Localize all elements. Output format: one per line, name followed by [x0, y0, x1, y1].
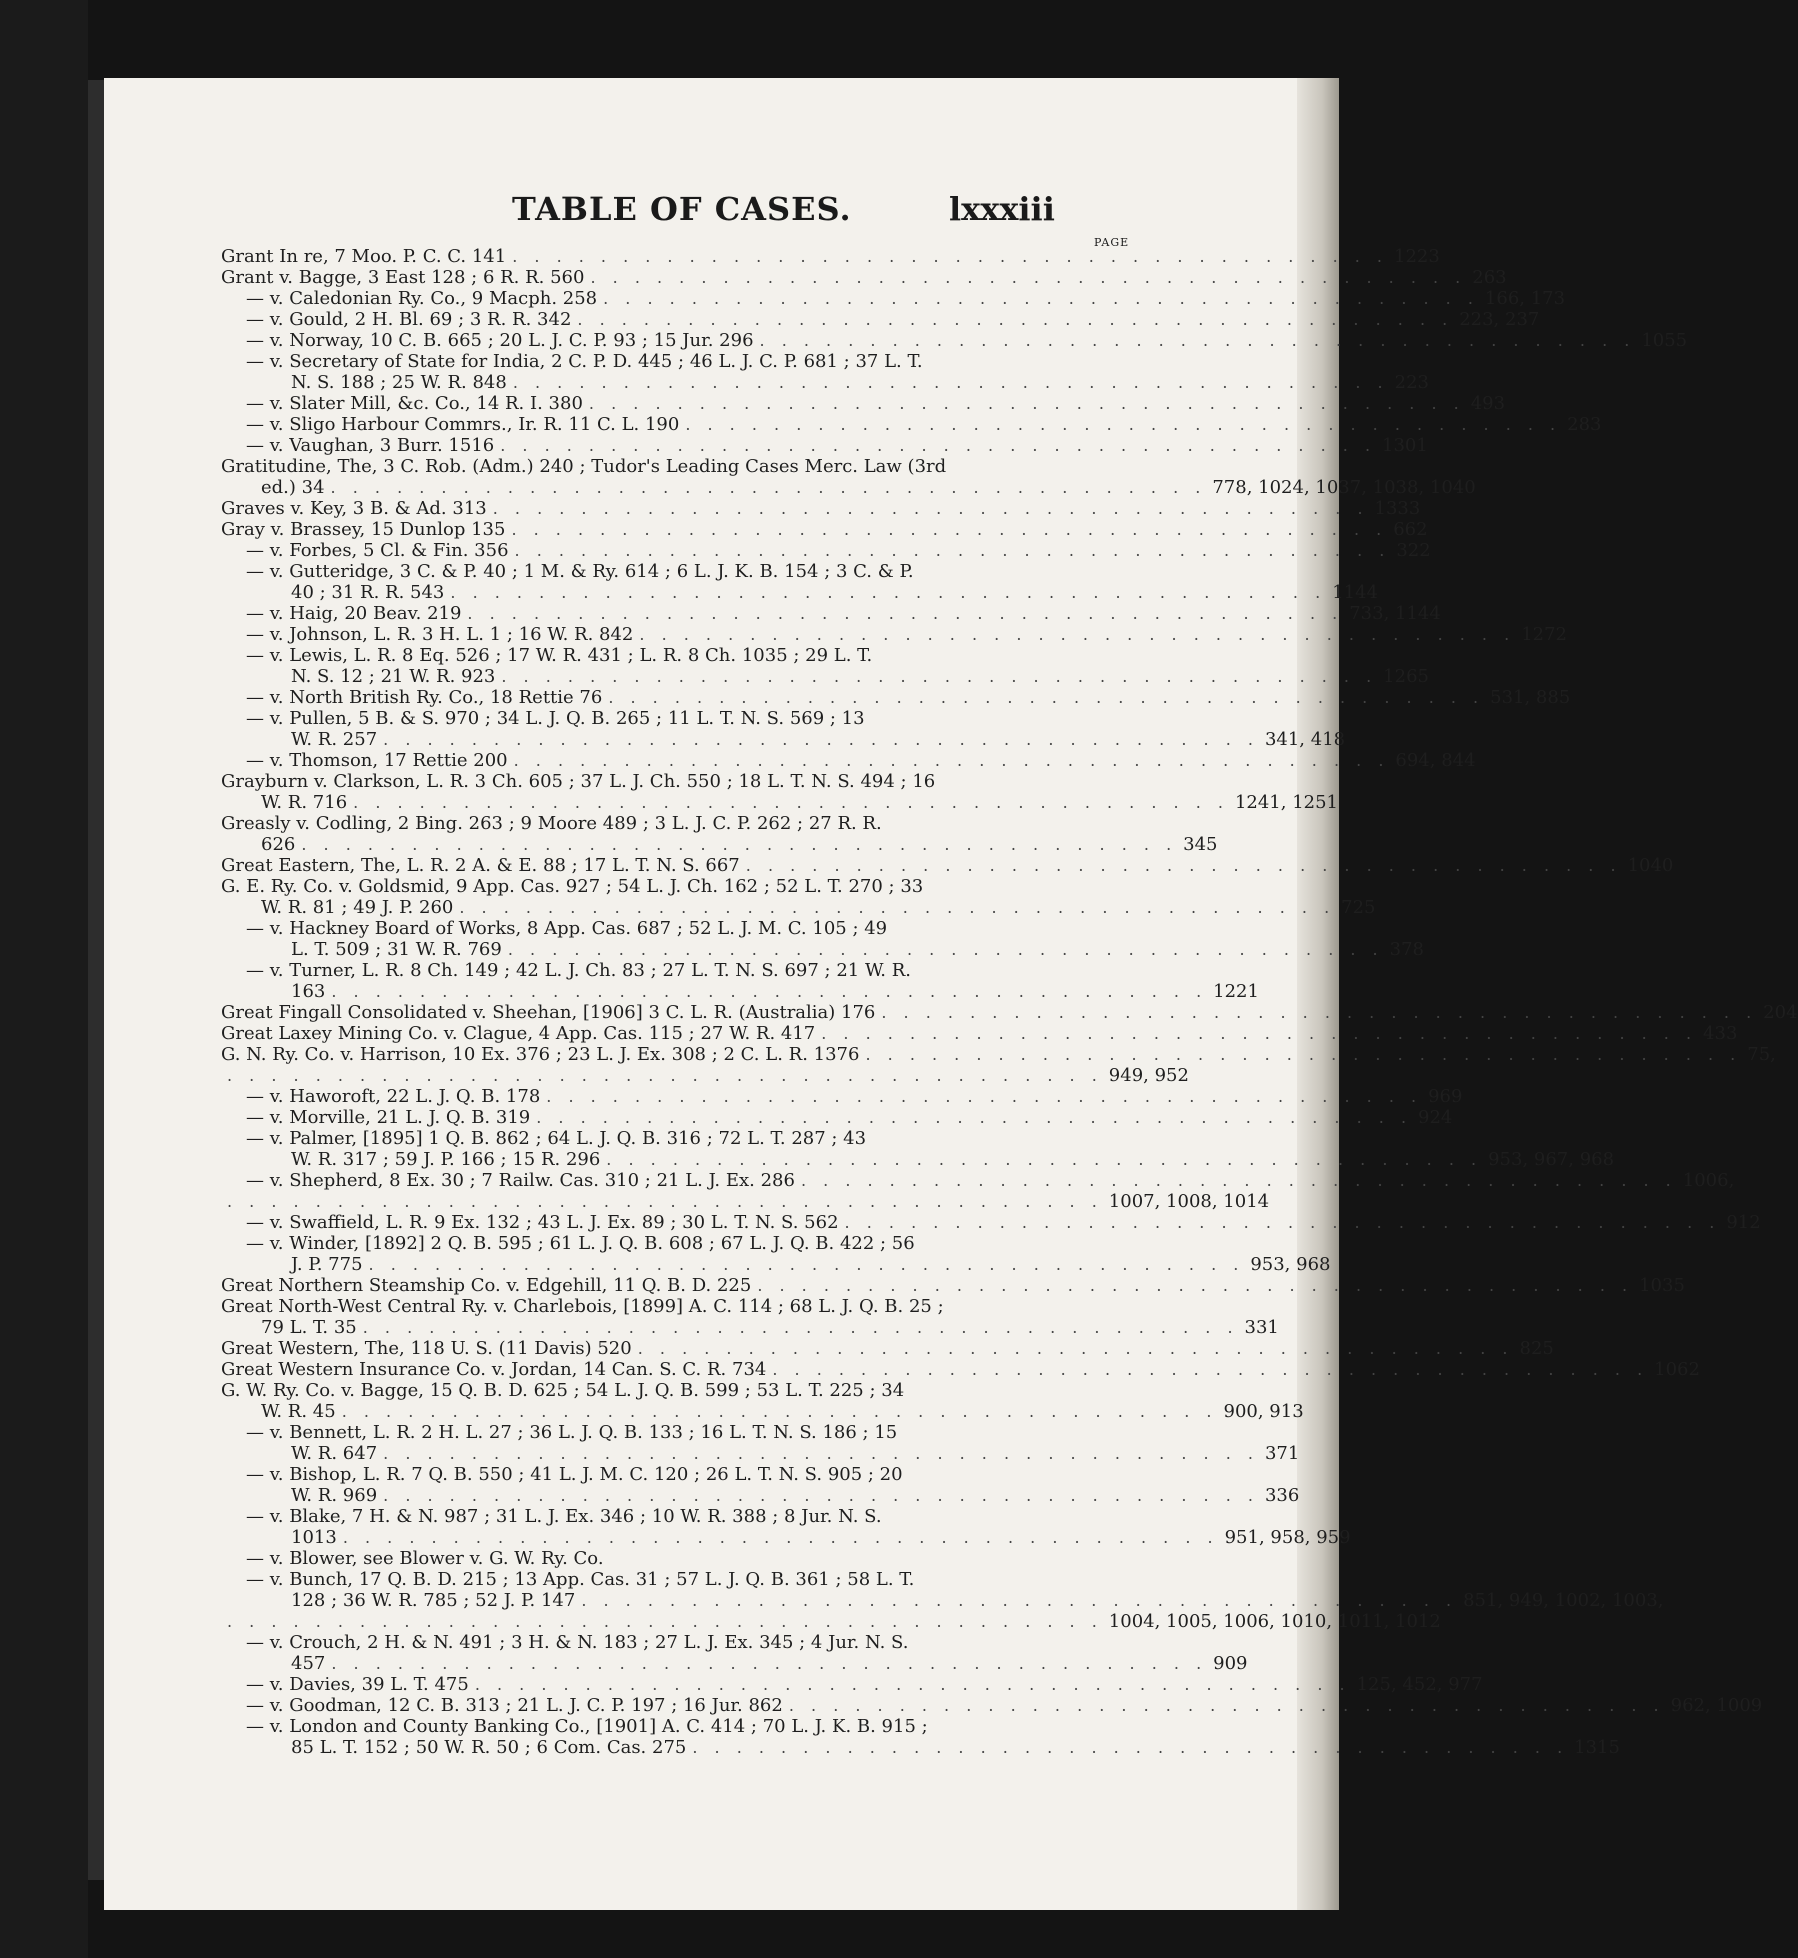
page-reference: 125, 452, 977 [1356, 1674, 1483, 1695]
case-entry [221, 1044, 1776, 1065]
case-entry [221, 1254, 1331, 1275]
case-citation: Grant In re, 7 Moo. P. C. C. 141 [221, 246, 507, 267]
page-reference: 1035 [1639, 1275, 1685, 1296]
case-citation: Great Eastern, The, L. R. 2 A. & E. 88 ; 17 L. T. N. S. 667 [221, 855, 740, 876]
case-citation: — v. Sligo Harbour Commrs., Ir. R. 11 C. L. 190 [246, 414, 680, 435]
case-entry [221, 687, 1571, 708]
page-reference: 204 [1763, 1002, 1798, 1023]
case-citation: Great Western Insurance Co. v. Jordan, 14 Can. S. C. R. 734 [221, 1359, 767, 1380]
case-citation: 85 L. T. 152 ; 50 W. R. 50 ; 6 Com. Cas. 275 [291, 1737, 687, 1758]
leader-dots: . . . . . . . . . . . . . . . . . . . . . . . . . . . . . . . . . . . . . . . . [514, 541, 1391, 560]
case-entry [221, 1527, 1351, 1548]
leader-dots: . . . . . . . . . . . . . . . . . . . . . . . . . . . . . . . . . . . . . . . . [330, 478, 1207, 497]
case-citation: G. E. Ry. Co. v. Goldsmid, 9 App. Cas. 927 ; 54 L. J. Ch. 162 ; 52 L. T. 270 ; 33 [221, 876, 924, 897]
case-entry [221, 603, 1441, 624]
case-citation: — v. Blake, 7 H. & N. 987 ; 31 L. J. Ex. 346 ; 10 W. R. 388 ; 8 Jur. N. S. [246, 1506, 882, 1527]
leader-dots: . . . . . . . . . . . . . . . . . . . . . . . . . . . . . . . . . . . . . . . . [511, 520, 1388, 539]
case-entry [221, 1464, 1139, 1485]
leader-dots: . . . . . . . . . . . . . . . . . . . . . . . . . . . . . . . . . . . . . . . . [383, 730, 1259, 749]
case-entry [221, 876, 1139, 897]
case-citation: — v. Turner, L. R. 8 Ch. 149 ; 42 L. J. Ch. 83 ; 27 L. T. N. S. 697 ; 21 W. R. [246, 960, 912, 981]
case-list [221, 246, 1798, 1758]
leader-dots: . . . . . . . . . . . . . . . . . . . . . . . . . . . . . . . . . . . . . . . . [639, 625, 1516, 644]
case-entry [221, 1317, 1279, 1338]
page-reference: 331 [1244, 1317, 1279, 1338]
leader-dots: . . . . . . . . . . . . . . . . . . . . . . . . . . . . . . . . . . . . . . . . [590, 268, 1467, 287]
case-entry [221, 1611, 1441, 1632]
page-reference: 493 [1470, 393, 1506, 414]
leader-dots: . . . . . . . . . . . . . . . . . . . . . . . . . . . . . . . . . . . . . . . . [512, 247, 1389, 266]
case-entry [221, 1590, 1664, 1611]
case-citation: Graves v. Key, 3 B. & Ad. 313 [221, 498, 487, 519]
case-entry [221, 624, 1567, 645]
leader-dots: . . . . . . . . . . . . . . . . . . . . . . . . . . . . . . . . . . . . . . . . [513, 751, 1390, 770]
case-citation: — v. Swaffield, L. R. 9 Ex. 132 ; 43 L. J. Ex. 89 ; 30 L. T. N. S. 562 [246, 1212, 839, 1233]
leader-dots: . . . . . . . . . . . . . . . . . . . . . . . . . . . . . . . . . . . . . . . . [759, 331, 1636, 350]
case-citation: 457 [291, 1653, 326, 1674]
page-reference: 951, 958, 959 [1224, 1527, 1351, 1548]
case-entry [221, 750, 1476, 771]
case-entry [221, 519, 1428, 540]
case-citation: Great North-West Central Ry. v. Charlebois, [1899] A. C. 114 ; 68 L. J. Q. B. 25 ; [221, 1296, 944, 1317]
page-reference: 433 [1703, 1023, 1738, 1044]
case-citation: — v. London and County Banking Co., [1901] A. C. 414 ; 70 L. J. K. B. 915 ; [246, 1716, 928, 1737]
case-citation: — v. Bennett, L. R. 2 H. L. 27 ; 36 L. J. Q. B. 133 ; 16 L. T. N. S. 186 ; 15 [246, 1422, 898, 1443]
leader-dots: . . . . . . . . . . . . . . . . . . . . . . . . . . . . . . . . . . . . . . . . [383, 1444, 1259, 1463]
case-entry [221, 666, 1429, 687]
case-entry [221, 897, 1376, 918]
leader-dots: . . . . . . . . . . . . . . . . . . . . . . . . . . . . . . . . . . . . . . . . [342, 1528, 1219, 1547]
leader-dots: . . . . . . . . . . . . . . . . . . . . . . . . . . . . . . . . . . . . . . . . [692, 1738, 1569, 1757]
page-reference: 1004, 1005, 1006, 1010, 1011, 1012 [1108, 1611, 1441, 1632]
case-entry [221, 393, 1506, 414]
case-citation: W. R. 716 [261, 792, 348, 813]
case-citation: Grayburn v. Clarkson, L. R. 3 Ch. 605 ; 37 L. J. Ch. 550 ; 18 L. T. N. S. 494 ; 16 [221, 771, 936, 792]
case-citation: — v. Bunch, 17 Q. B. D. 215 ; 13 App. Cas. 31 ; 57 L. J. Q. B. 361 ; 58 L. T. [246, 1569, 915, 1590]
page-reference: 1144 [1332, 582, 1378, 603]
case-citation: — v. Caledonian Ry. Co., 9 Macph. 258 [246, 288, 598, 309]
page-reference: 900, 913 [1223, 1401, 1304, 1422]
case-entry [221, 729, 1346, 750]
case-entry [221, 1632, 1139, 1653]
case-entry [221, 939, 1424, 960]
case-citation: — v. Blower, see Blower v. G. W. Ry. Co. [246, 1548, 604, 1569]
page-reference: 345 [1183, 834, 1218, 855]
case-citation: — v. Gutteridge, 3 C. & P. 40 ; 1 M. & Ry. 614 ; 6 L. J. K. B. 154 ; 3 C. & P. [246, 561, 914, 582]
leader-dots: . . . . . . . . . . . . . . . . . . . . . . . . . . . . . . . . . . . . . . . . [227, 1066, 1103, 1085]
leader-dots: . . . . . . . . . . . . . . . . . . . . . . . . . . . . . . . . . . . . . . . . [788, 1696, 1665, 1715]
page-reference: 1221 [1213, 981, 1259, 1002]
case-citation: Great Northern Steamship Co. v. Edgehill, 11 Q. B. D. 225 [221, 1275, 752, 1296]
case-entry [221, 414, 1602, 435]
case-entry [221, 330, 1688, 351]
page-reference: 1040 [1627, 855, 1674, 876]
case-entry [221, 1653, 1248, 1674]
case-citation: Grant v. Bagge, 3 East 128 ; 6 R. R. 560 [221, 267, 585, 288]
leader-dots: . . . . . . . . . . . . . . . . . . . . . . . . . . . . . . . . . . . . . . . . [546, 1087, 1423, 1106]
case-citation: — v. Haig, 20 Beav. 219 [246, 603, 462, 624]
page-reference: 851, 949, 1002, 1003, [1463, 1590, 1664, 1611]
case-citation: 163 [291, 981, 326, 1002]
case-entry [221, 1716, 1139, 1737]
leader-dots: . . . . . . . . . . . . . . . . . . . . . . . . . . . . . . . . . . . . . . . . [603, 289, 1479, 308]
page-reference: 322 [1396, 540, 1431, 561]
leader-dots: . . . . . . . . . . . . . . . . . . . . . . . . . . . . . . . . . . . . . . . . [844, 1213, 1721, 1232]
page-column-label: PAGE [1094, 236, 1130, 249]
leader-dots: . . . . . . . . . . . . . . . . . . . . . . . . . . . . . . . . . . . . . . . . [821, 1024, 1698, 1043]
case-entry [221, 267, 1507, 288]
case-entry [221, 918, 1139, 939]
page-reference: 953, 968 [1250, 1254, 1331, 1275]
case-entry [221, 834, 1218, 855]
page-reference: 1265 [1383, 666, 1429, 687]
leader-dots: . . . . . . . . . . . . . . . . . . . . . . . . . . . . . . . . . . . . . . . . [536, 1108, 1413, 1127]
leader-dots: . . . . . . . . . . . . . . . . . . . . . . . . . . . . . . . . . . . . . . . . [772, 1360, 1649, 1379]
case-entry [221, 1275, 1685, 1296]
case-citation: W. R. 317 ; 59 J. P. 166 ; 15 R. 296 [291, 1149, 601, 1170]
case-citation: 79 L. T. 35 [261, 1317, 357, 1338]
case-entry [221, 645, 1139, 666]
case-entry [221, 456, 1139, 477]
case-citation: W. R. 647 [291, 1443, 378, 1464]
page-reference: 1333 [1374, 498, 1421, 519]
page-title: TABLE OF CASES. [512, 190, 852, 228]
leader-dots: . . . . . . . . . . . . . . . . . . . . . . . . . . . . . . . . . . . . . . . . [637, 1339, 1514, 1358]
case-entry [221, 1128, 1139, 1149]
case-entry [221, 477, 1476, 498]
case-citation: — v. Pullen, 5 B. & S. 970 ; 34 L. J. Q. B. 265 ; 11 L. T. N. S. 569 ; 13 [246, 708, 865, 729]
page-reference: 371 [1264, 1443, 1300, 1464]
case-entry [221, 1233, 1139, 1254]
leader-dots: . . . . . . . . . . . . . . . . . . . . . . . . . . . . . . . . . . . . . . . . [331, 1654, 1208, 1673]
case-citation: L. T. 509 ; 31 W. R. 769 [291, 939, 502, 960]
leader-dots: . . . . . . . . . . . . . . . . . . . . . . . . . . . . . . . . . . . . . . . . [467, 604, 1344, 623]
case-entry [221, 1023, 1738, 1044]
page-reference: 1007, 1008, 1014 [1108, 1191, 1270, 1212]
case-entry [221, 1380, 1139, 1401]
leader-dots: . . . . . . . . . . . . . . . . . . . . . . . . . . . . . . . . . . . . . . . . [800, 1171, 1677, 1190]
case-entry [221, 1485, 1300, 1506]
case-citation: W. R. 257 [291, 729, 378, 750]
leader-dots: . . . . . . . . . . . . . . . . . . . . . . . . . . . . . . . . . . . . . . . . [301, 835, 1178, 854]
left-page-margin [0, 0, 88, 1958]
page-reference: 531, 885 [1490, 687, 1571, 708]
case-entry [221, 1107, 1453, 1128]
case-citation: J. P. 775 [291, 1254, 363, 1275]
case-citation: — v. Bishop, L. R. 7 Q. B. 550 ; 41 L. J. M. C. 120 ; 26 L. T. N. S. 905 ; 20 [246, 1464, 903, 1485]
case-citation: — v. Palmer, [1895] 1 Q. B. 862 ; 64 L. J. Q. B. 316 ; 72 L. T. 287 ; 43 [246, 1128, 867, 1149]
case-citation: N. S. 12 ; 21 W. R. 923 [291, 666, 496, 687]
case-entry [221, 372, 1429, 393]
leader-dots: . . . . . . . . . . . . . . . . . . . . . . . . . . . . . . . . . . . . . . . . [501, 667, 1378, 686]
page-reference: 1315 [1574, 1737, 1620, 1758]
case-entry [221, 1212, 1761, 1233]
case-entry [221, 1548, 1139, 1569]
case-entry [221, 309, 1540, 330]
page-reference: 778, 1024, 1037, 1038, 1040 [1212, 477, 1476, 498]
page-reference: 75, [1747, 1044, 1776, 1065]
case-citation: — v. Thomson, 17 Rettie 200 [246, 750, 508, 771]
case-entry [221, 1170, 1735, 1191]
leader-dots: . . . . . . . . . . . . . . . . . . . . . . . . . . . . . . . . . . . . . . . . [577, 310, 1454, 329]
case-entry [221, 1149, 1615, 1170]
page-reference: 283 [1567, 414, 1602, 435]
case-citation: — v. Crouch, 2 H. & N. 491 ; 3 H. & N. 183 ; 27 L. J. Ex. 345 ; 4 Jur. N. S. [246, 1632, 909, 1653]
page-reference: 912 [1726, 1212, 1761, 1233]
leader-dots: . . . . . . . . . . . . . . . . . . . . . . . . . . . . . . . . . . . . . . . . [474, 1675, 1351, 1694]
case-entry [221, 1338, 1554, 1359]
case-entry [221, 1737, 1620, 1758]
page-reference: 166, 173 [1484, 288, 1566, 309]
page-reference: 1223 [1394, 246, 1440, 267]
page-reference: 378 [1389, 939, 1424, 960]
page-reference: 1055 [1641, 330, 1688, 351]
page-reference: 825 [1519, 1338, 1554, 1359]
case-entry [221, 1443, 1300, 1464]
case-citation: Greasly v. Codling, 2 Bing. 263 ; 9 Moore 489 ; 3 L. J. C. P. 262 ; 27 R. R. [221, 813, 882, 834]
page-reference: 725 [1341, 897, 1376, 918]
case-citation: 1013 [291, 1527, 337, 1548]
case-citation: — v. Hackney Board of Works, 8 App. Cas. 687 ; 52 L. J. M. C. 105 ; 49 [246, 918, 888, 939]
page-reference: 662 [1393, 519, 1428, 540]
case-entry [221, 708, 1139, 729]
page-reference: 223 [1394, 372, 1429, 393]
page-reference: 924 [1418, 1107, 1453, 1128]
case-citation: G. N. Ry. Co. v. Harrison, 10 Ex. 376 ; 23 L. J. Ex. 308 ; 2 C. L. R. 1376 [221, 1044, 860, 1065]
case-entry [221, 1674, 1483, 1695]
case-citation: — v. Slater Mill, &c. Co., 14 R. I. 380 [246, 393, 583, 414]
case-entry [221, 1065, 1189, 1086]
case-citation: W. R. 969 [291, 1485, 378, 1506]
leader-dots: . . . . . . . . . . . . . . . . . . . . . . . . . . . . . . . . . . . . . . . . [745, 856, 1622, 875]
case-citation: Great Western, The, 118 U. S. (11 Davis) 520 [221, 1338, 632, 1359]
leader-dots: . . . . . . . . . . . . . . . . . . . . . . . . . . . . . . . . . . . . . . . . [588, 394, 1465, 413]
leader-dots: . . . . . . . . . . . . . . . . . . . . . . . . . . . . . . . . . . . . . . . . [227, 1612, 1103, 1631]
case-citation: Gray v. Brassey, 15 Dunlop 135 [221, 519, 506, 540]
page-reference: 341, 418 [1264, 729, 1346, 750]
case-entry [221, 813, 1139, 834]
case-citation: G. W. Ry. Co. v. Bagge, 15 Q. B. D. 625 ; 54 L. J. Q. B. 599 ; 53 L. T. 225 ; 34 [221, 1380, 905, 1401]
page-reference: 733, 1144 [1349, 603, 1441, 624]
page-reference: 336 [1264, 1485, 1300, 1506]
leader-dots: . . . . . . . . . . . . . . . . . . . . . . . . . . . . . . . . . . . . . . . . [606, 1150, 1483, 1169]
leader-dots: . . . . . . . . . . . . . . . . . . . . . . . . . . . . . . . . . . . . . . . . [757, 1276, 1634, 1295]
case-entry [221, 561, 1139, 582]
leader-dots: . . . . . . . . . . . . . . . . . . . . . . . . . . . . . . . . . . . . . . . . [353, 793, 1229, 812]
left-page-edge [88, 80, 104, 1880]
leader-dots: . . . . . . . . . . . . . . . . . . . . . . . . . . . . . . . . . . . . . . . . [368, 1255, 1245, 1274]
page-reference: 1006, [1682, 1170, 1735, 1191]
case-citation: — v. Shepherd, 8 Ex. 30 ; 7 Railw. Cas. 310 ; 21 L. J. Ex. 286 [246, 1170, 795, 1191]
case-citation: Great Fingall Consolidated v. Sheehan, [1906] 3 C. L. R. (Australia) 176 [221, 1002, 876, 1023]
case-citation: — v. Haworoft, 22 L. J. Q. B. 178 [246, 1086, 541, 1107]
case-entry [221, 435, 1428, 456]
case-citation: Gratitudine, The, 3 C. Rob. (Adm.) 240 ; Tudor's Leading Cases Merc. Law (3rd [221, 456, 947, 477]
page-edge-shadow [1297, 78, 1339, 1910]
page-reference: 1301 [1382, 435, 1428, 456]
case-entry [221, 246, 1440, 267]
page-reference: 1062 [1654, 1359, 1700, 1380]
case-entry [221, 1401, 1304, 1422]
case-entry [221, 582, 1378, 603]
leader-dots: . . . . . . . . . . . . . . . . . . . . . . . . . . . . . . . . . . . . . . . . [331, 982, 1208, 1001]
page-reference: 263 [1472, 267, 1507, 288]
leader-dots: . . . . . . . . . . . . . . . . . . . . . . . . . . . . . . . . . . . . . . . . [459, 898, 1336, 917]
book-page [104, 78, 1798, 1910]
leader-dots: . . . . . . . . . . . . . . . . . . . . . . . . . . . . . . . . . . . . . . . . [608, 688, 1485, 707]
page-reference: 694, 844 [1395, 750, 1476, 771]
leader-dots: . . . . . . . . . . . . . . . . . . . . . . . . . . . . . . . . . . . . . . . . [685, 415, 1562, 434]
leader-dots: . . . . . . . . . . . . . . . . . . . . . . . . . . . . . . . . . . . . . . . . [500, 436, 1377, 455]
case-citation: — v. Johnson, L. R. 3 H. L. 1 ; 16 W. R. 842 [246, 624, 634, 645]
case-entry [221, 1359, 1700, 1380]
leader-dots: . . . . . . . . . . . . . . . . . . . . . . . . . . . . . . . . . . . . . . . . [383, 1486, 1259, 1505]
case-entry [221, 771, 1139, 792]
case-citation: N. S. 188 ; 25 W. R. 848 [291, 372, 507, 393]
case-entry [221, 792, 1339, 813]
leader-dots: . . . . . . . . . . . . . . . . . . . . . . . . . . . . . . . . . . . . . . . . [492, 499, 1369, 518]
case-citation: 40 ; 31 R. R. 543 [291, 582, 445, 603]
case-citation: — v. Davies, 39 L. T. 475 [246, 1674, 469, 1695]
case-entry [221, 1002, 1798, 1023]
leader-dots: . . . . . . . . . . . . . . . . . . . . . . . . . . . . . . . . . . . . . . . . [865, 1045, 1742, 1064]
case-citation: — v. Forbes, 5 Cl. & Fin. 356 [246, 540, 509, 561]
case-entry [221, 351, 1139, 372]
page-reference: 953, 967, 968 [1488, 1149, 1615, 1170]
case-citation: Great Laxey Mining Co. v. Clague, 4 App. Cas. 115 ; 27 W. R. 417 [221, 1023, 816, 1044]
leader-dots: . . . . . . . . . . . . . . . . . . . . . . . . . . . . . . . . . . . . . . . . [341, 1402, 1218, 1421]
leader-dots: . . . . . . . . . . . . . . . . . . . . . . . . . . . . . . . . . . . . . . . . [881, 1003, 1758, 1022]
leader-dots: . . . . . . . . . . . . . . . . . . . . . . . . . . . . . . . . . . . . . . . . [507, 940, 1384, 959]
page-number: lxxxiii [949, 190, 1055, 228]
case-entry [221, 855, 1674, 876]
case-entry [221, 1569, 1139, 1590]
case-citation: — v. Morville, 21 L. J. Q. B. 319 [246, 1107, 531, 1128]
case-entry [221, 1086, 1463, 1107]
leader-dots: . . . . . . . . . . . . . . . . . . . . . . . . . . . . . . . . . . . . . . . . [512, 373, 1389, 392]
case-citation: — v. North British Ry. Co., 18 Rettie 76 [246, 687, 603, 708]
case-citation: — v. Vaughan, 3 Burr. 1516 [246, 435, 495, 456]
case-citation: 626 [261, 834, 296, 855]
case-entry [221, 1422, 1139, 1443]
case-entry [221, 540, 1431, 561]
leader-dots: . . . . . . . . . . . . . . . . . . . . . . . . . . . . . . . . . . . . . . . . [450, 583, 1327, 602]
case-entry [221, 1506, 1139, 1527]
case-citation: W. R. 45 [261, 1401, 336, 1422]
page-reference: 1241, 1251 [1234, 792, 1339, 813]
case-citation: — v. Winder, [1892] 2 Q. B. 595 ; 61 L. J. Q. B. 608 ; 67 L. J. Q. B. 422 ; 56 [246, 1233, 915, 1254]
case-citation: — v. Secretary of State for India, 2 C. P. D. 445 ; 46 L. J. C. P. 681 ; 37 L. T. [246, 351, 923, 372]
case-entry [221, 1296, 1139, 1317]
case-citation: — v. Goodman, 12 C. B. 313 ; 21 L. J. C. P. 197 ; 16 Jur. 862 [246, 1695, 783, 1716]
case-entry [221, 960, 1139, 981]
case-citation: ed.) 34 [261, 477, 325, 498]
page-reference: 909 [1213, 1653, 1248, 1674]
case-entry [221, 288, 1566, 309]
case-entry [221, 498, 1421, 519]
case-entry [221, 1695, 1763, 1716]
page-reference: 223, 237 [1459, 309, 1540, 330]
leader-dots: . . . . . . . . . . . . . . . . . . . . . . . . . . . . . . . . . . . . . . . . [581, 1591, 1458, 1610]
leader-dots: . . . . . . . . . . . . . . . . . . . . . . . . . . . . . . . . . . . . . . . . [362, 1318, 1239, 1337]
case-citation: 128 ; 36 W. R. 785 ; 52 J. P. 147 [291, 1590, 576, 1611]
case-citation: — v. Lewis, L. R. 8 Eq. 526 ; 17 W. R. 431 ; L. R. 8 Ch. 1035 ; 29 L. T. [246, 645, 873, 666]
page-reference: 962, 1009 [1670, 1695, 1763, 1716]
page-reference: 949, 952 [1108, 1065, 1189, 1086]
case-citation: W. R. 81 ; 49 J. P. 260 [261, 897, 454, 918]
leader-dots: . . . . . . . . . . . . . . . . . . . . . . . . . . . . . . . . . . . . . . . . [227, 1192, 1103, 1211]
case-citation: — v. Gould, 2 H. Bl. 69 ; 3 R. R. 342 [246, 309, 572, 330]
page-reference: 969 [1428, 1086, 1463, 1107]
case-entry [221, 981, 1259, 1002]
page-reference: 1272 [1521, 624, 1567, 645]
case-citation: — v. Norway, 10 C. B. 665 ; 20 L. J. C. P. 93 ; 15 Jur. 296 [246, 330, 754, 351]
case-entry [221, 1191, 1270, 1212]
